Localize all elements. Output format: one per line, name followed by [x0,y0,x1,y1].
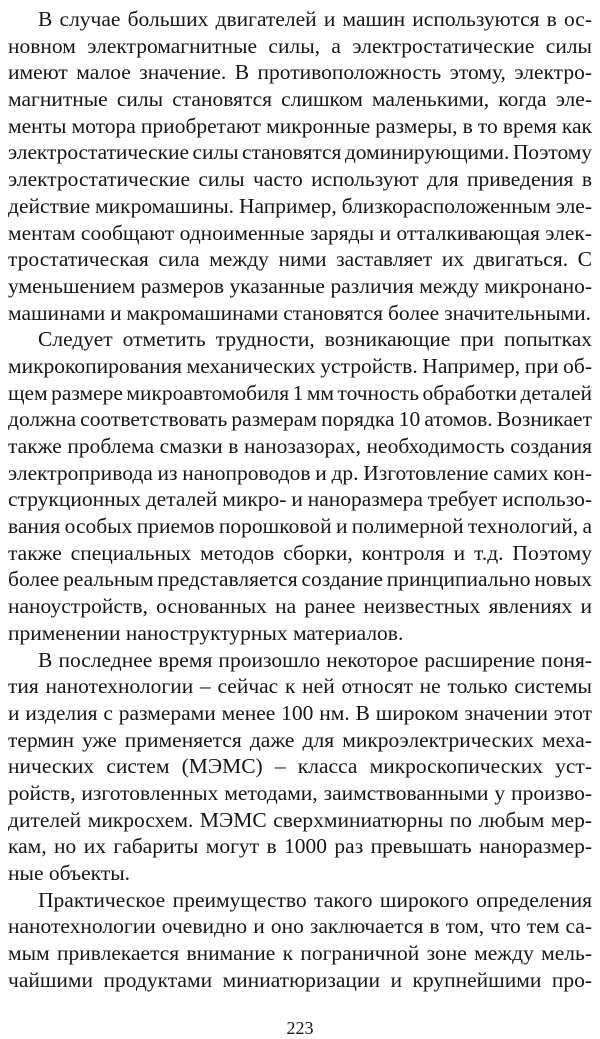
text-line: нанотехнологии очевидно и оно заключается в том, что тем са- [8,914,592,939]
text-line: действие микромашины. Например, близкорасположенным эле- [8,193,592,218]
text-line: должна соответствовать размерам порядка 10 атомов. Возникает [8,407,592,432]
text-line: щем размере микроавтомобиля 1 мм точность обработки деталей [8,380,592,405]
text-line: вания особых приемов порошковой и полимерной технологий, а [8,514,592,539]
text-line: и изделия с размерами менее 100 нм. В широком значении этот [8,700,592,725]
text-line: также специальных методов сборки, контроля и т.д. Поэтому [8,540,592,565]
text-line: нических систем (МЭМС) – класса микроскопических уст- [8,754,592,779]
text-line: менты мотора приобретают микронные размеры, в то время как [8,113,592,138]
paragraph [8,647,592,887]
text-line: микрокопирования механических устройств. Например, при об- [8,353,592,378]
text-line: тростатическая сила между ними заставляет их двигаться. С [8,247,592,272]
text-line: Следует отметить трудности, возникающие при попытках [38,327,592,352]
text-line: более реальным представляется создание принципиально новых [8,567,592,592]
page-number: 223 [286,1018,314,1039]
text-line: дителей микросхем. МЭМС сверхминиатюрны по любым мер- [8,807,592,832]
paragraph [8,887,592,994]
text-line: В случае больших двигателей и машин используются в ос- [38,7,592,31]
text-line: ментам сообщают одноименные заряды и отталкивающая элек- [8,220,592,245]
text-line: применении наноструктурных материалов. [8,620,404,645]
text-line: Практическое преимущество такого широкого определения [38,887,592,912]
text-line: машинами и макромашинами становятся более значительными. [8,300,591,325]
text-line: мым привлекается внимание к пограничной зоне между мель- [8,941,592,966]
text-line: электростатические силы становятся доминирующими. Поэтому [8,140,592,165]
text-line: ройств, изготовленных методами, заимствованными у произво- [8,780,592,805]
page-body [8,6,592,993]
text-line: имеют малое значение. В противоположность этому, электро- [8,60,592,85]
text-line: уменьшением размеров указанные различия между микронано- [8,273,592,298]
text-line: магнитные силы становятся слишком маленькими, когда эле- [8,87,592,112]
paragraph [8,6,592,326]
text-line: струкционных деталей микро- и наноразмера требует использо- [8,487,592,512]
text-line: кам, но их габариты могут в 1000 раз превышать наноразмер- [8,834,592,859]
text-line: термин уже применяется даже для микроэлектрических меха- [8,727,592,752]
text-line: новном электромагнитные силы, а электростатические силы [8,33,592,58]
text-line: электропривода из нанопроводов и др. Изготовление самих кон- [8,460,592,485]
text-line: ные объекты. [8,861,131,885]
text-line: электростатические силы часто используют для приведения в [8,167,592,192]
text-line: наноустройств, основанных на ранее неизвестных явлениях и [8,594,592,619]
text-line: также проблема смазки в нанозазорах, необходимость создания [8,434,592,458]
text-line: В последнее время произошло некоторое расширение поня- [38,647,592,672]
text-line: тия нанотехнологии – сейчас к ней относят не только системы [8,674,592,699]
text-line: чайшими продуктами миниатюризации и крупнейшими про- [8,967,592,992]
paragraph [8,326,592,646]
